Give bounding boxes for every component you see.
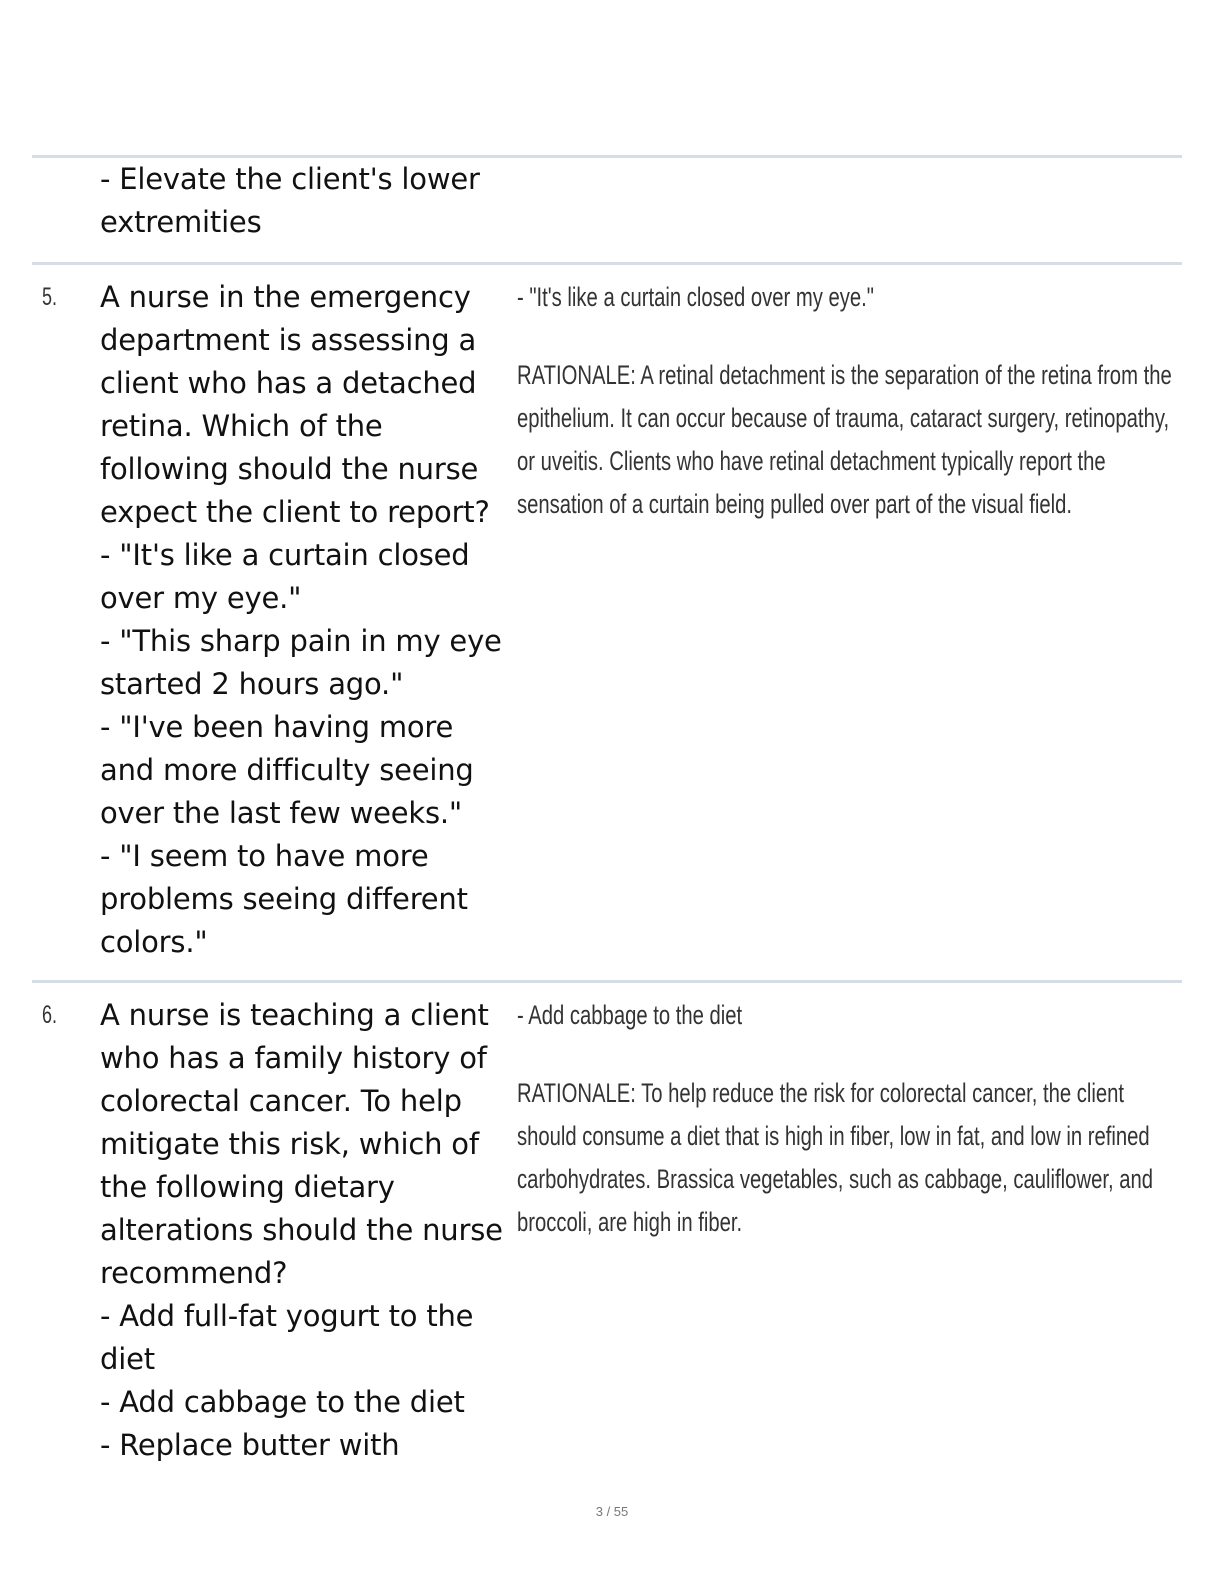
question-stem: A nurse is teaching a client who has a family history of colorectal cancer. To help mitigate this risk, which of the following dietary alterations should the nurse recommend? <box>100 998 503 1290</box>
answer-5 <box>517 276 1177 526</box>
correct-answer: - "It's like a curtain closed over my eye." <box>517 282 874 312</box>
question-5 <box>100 276 510 964</box>
continuation-option: - Elevate the client's lower extremities <box>100 162 480 239</box>
row-divider <box>32 980 1182 983</box>
option: - "This sharp pain in my eye started 2 hours ago." <box>100 624 502 701</box>
rationale: RATIONALE: A retinal detachment is the separation of the retina from the epithelium. It can occur because of trauma, cataract surgery, retinopathy, or uveitis. Clients who have retinal detachment typically report the sensation of a curtain being pulled over part of the visual field. <box>517 360 1172 519</box>
answer-6 <box>517 994 1177 1244</box>
option: - "I seem to have more problems seeing different colors." <box>100 839 468 959</box>
option: - Add full-fat yogurt to the diet <box>100 1299 474 1376</box>
question-stem: A nurse in the emergency department is assessing a client who has a detached retina. Which of the following should the nurse expect the client to report? <box>100 280 490 529</box>
option: - Add cabbage to the diet <box>100 1385 465 1419</box>
question-number: 6. <box>42 1001 58 1029</box>
option: - Replace butter with <box>100 1428 400 1462</box>
option: - "I've been having more and more difficulty seeing over the last few weeks." <box>100 710 474 830</box>
question-6 <box>100 994 510 1467</box>
row-divider <box>32 262 1182 265</box>
option: - "It's like a curtain closed over my eye." <box>100 538 470 615</box>
correct-answer: - Add cabbage to the diet <box>517 1000 743 1030</box>
question-number: 5. <box>42 283 58 311</box>
rationale: RATIONALE: To help reduce the risk for colorectal cancer, the client should consume a diet that is high in fiber, low in fat, and low in refined carbohydrates. Brassica vegetables, such as cabbage, cauliflower, and broccoli, are high in fiber. <box>517 1078 1153 1237</box>
page-number: 3 / 55 <box>595 1504 629 1519</box>
